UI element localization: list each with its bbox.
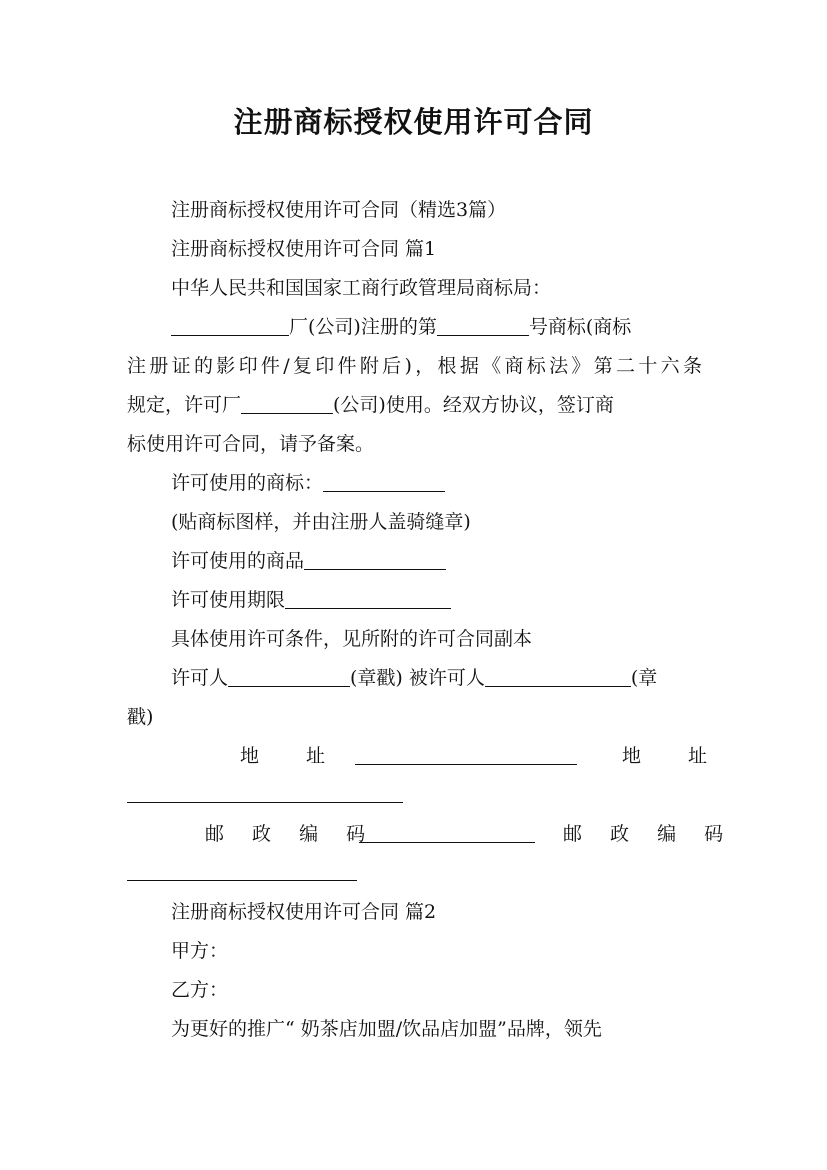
address-blank-right — [127, 802, 403, 803]
paragraph-line: 为更好的推广“ 奶茶店加盟/饮品店加盟”品牌，领先 — [171, 1018, 602, 1040]
zip-label-left: 邮 政 编 码 — [205, 823, 377, 845]
addressee: 中华人民共和国国家工商行政管理局商标局： — [171, 277, 552, 299]
paragraph-line: 厂(公司)注册的第 号商标(商标 — [171, 308, 702, 346]
blank-field — [485, 662, 631, 687]
blank-field — [285, 584, 451, 609]
blank-field — [323, 467, 445, 492]
signature-line: 许可人 (章戳) 被许可人 (章 — [171, 659, 702, 697]
contract-heading: 注册商标授权使用许可合同（精选3篇） — [171, 199, 507, 221]
license-term-line: 许可使用期限 — [171, 581, 702, 619]
zip-blank-left — [359, 842, 535, 843]
paragraph-line: 戳) — [127, 706, 154, 728]
address-blank-left — [355, 764, 577, 765]
address-label-left: 地 址 — [240, 745, 340, 767]
paragraph-line: 规定，许可厂 (公司)使用。经双方协议，签订商 — [127, 386, 702, 424]
blank-field — [241, 389, 333, 414]
licensed-goods-line: 许可使用的商品 — [171, 542, 702, 580]
paragraph-line: 标使用许可合同，请予备案。 — [127, 433, 375, 455]
licensed-trademark-line: 许可使用的商标： — [171, 464, 702, 502]
trademark-sample-note: (贴商标图样，并由注册人盖骑缝章) — [171, 511, 471, 533]
license-conditions: 具体使用许可条件，见所附的许可合同副本 — [171, 628, 533, 650]
section-heading-1: 注册商标授权使用许可合同 篇1 — [171, 238, 437, 260]
party-b: 乙方： — [171, 979, 229, 1001]
paragraph-line: 注册证的影印件/复印件附后)，根据《商标法》第二十六条 — [127, 355, 702, 377]
zip-blank-right — [127, 880, 357, 881]
blank-field — [437, 311, 529, 336]
party-a: 甲方： — [171, 940, 229, 962]
blank-field — [228, 662, 350, 687]
blank-field — [304, 545, 446, 570]
zip-label-right: 邮 政 编 码 — [563, 823, 735, 845]
section-heading-2: 注册商标授权使用许可合同 篇2 — [171, 901, 437, 923]
blank-field — [171, 311, 289, 336]
address-label-right: 地 址 — [622, 745, 722, 767]
document-title: 注册商标授权使用许可合同 — [233, 105, 594, 139]
